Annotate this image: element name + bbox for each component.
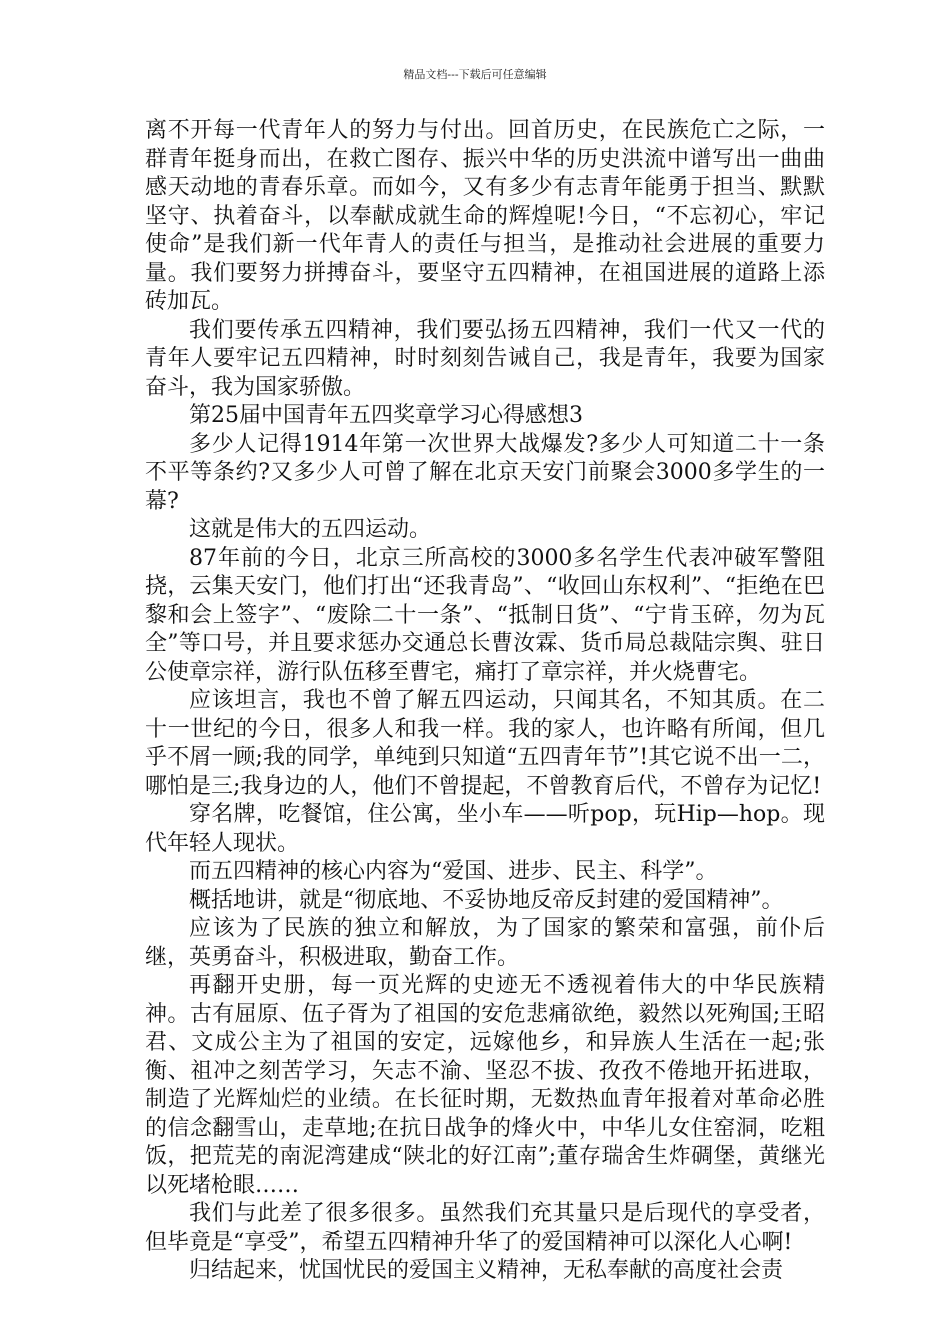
paragraph-12: 再翻开史册，每一页光辉的史迹无不透视着伟大的中华民族精神。古有屈原、伍子胥为了祖国的安危悲痛欲绝，毅然以死殉国;王昭君、文成公主为了祖国的安定，远嫁他乡，和异族人生活在一起;张衡、祖冲之刻苦学习，矢志不渝、坚忍不拔、孜孜不倦地开拓进取，制造了光辉灿烂的业绩。在长征时期，无数热血青年报着对革命必胜的信念翻雪山，走草地;在抗日战争的烽火中，中华儿女住窑洞，吃粗饭，把荒芜的南泥湾建成“陕北的好江南”;董存瑞舍生炸碉堡，黄继光以死堵枪眼…… <box>145 973 825 1198</box>
paragraph-7: 应该坦言，我也不曾了解五四运动，只闻其名，不知其质。在二十一世纪的今日，很多人和我一样。我的家人，也许略有所闻，但几乎不屑一顾;我的同学，单纯到只知道“五四青年节”!其它说不出一二，哪怕是三;我身边的人，他们不曾提起，不曾教育后代，不曾存为记忆! <box>145 688 825 799</box>
section-title: 第25届中国青年五四奖章学习心得感想3 <box>189 403 583 428</box>
paragraph-5: 这就是伟大的五四运动。 <box>189 517 432 542</box>
paragraph-14: 归结起来，忧国忧民的爱国主义精神，无私奉献的高度社会责 <box>189 1258 784 1283</box>
page-header: 精品文档---下载后可任意编辑 <box>403 68 547 81</box>
paragraph-6: 87年前的今日，北京三所高校的3000多名学生代表冲破军警阻挠，云集天安门，他们打出“还我青岛”、“收回山东权利”、“拒绝在巴黎和会上签字”、“废除二十一条”、“抵制日货”、“宁肯玉碎，勿为瓦全”等口号，并且要求惩办交通总长曹汝霖、货币局总裁陆宗舆、驻日公使章宗祥，游行队伍移至曹宅，痛打了章宗祥，并火烧曹宅。 <box>145 545 825 685</box>
paragraph-13: 我们与此差了很多很多。虽然我们充其量只是后现代的享受者，但毕竟是“享受”，希望五四精神升华了的爱国精神可以深化人心啊! <box>145 1201 825 1255</box>
document-body <box>145 117 825 1286</box>
paragraph-4: 多少人记得1914年第一次世界大战爆发?多少人可知道二十一条不平等条约?又多少人可曾了解在北京天安门前聚会3000多学生的一幕? <box>145 431 825 514</box>
paragraph-11: 应该为了民族的独立和解放，为了国家的繁荣和富强，前仆后继，英勇奋斗，积极进取，勤奋工作。 <box>145 916 825 970</box>
paragraph-8: 穿名牌，吃餐馆，住公寓，坐小车——听pop，玩Hip—hop。现代年轻人现状。 <box>145 802 825 856</box>
paragraph-10: 概括地讲，就是“彻底地、不妥协地反帝反封建的爱国精神”。 <box>189 887 784 913</box>
paragraph-2: 我们要传承五四精神，我们要弘扬五四精神，我们一代又一代的青年人要牢记五四精神，时时刻刻告诫自己，我是青年，我要为国家奋斗，我为国家骄傲。 <box>145 317 825 400</box>
paragraph-9: 而五四精神的核心内容为“爱国、进步、民主、科学”。 <box>189 859 718 884</box>
paragraph-1: 离不开每一代青年人的努力与付出。回首历史，在民族危亡之际，一群青年挺身而出，在救亡图存、振兴中华的历史洪流中谱写出一曲曲感天动地的青春乐章。而如今，又有多少有志青年能勇于担当、默默坚守、执着奋斗，以奉献成就生命的辉煌呢!今日，“不忘初心，牢记使命”是我们新一代年青人的责任与担当，是推动社会进展的重要力量。我们要努力拼搏奋斗，要坚守五四精神，在祖国进展的道路上添砖加瓦。 <box>145 118 825 314</box>
